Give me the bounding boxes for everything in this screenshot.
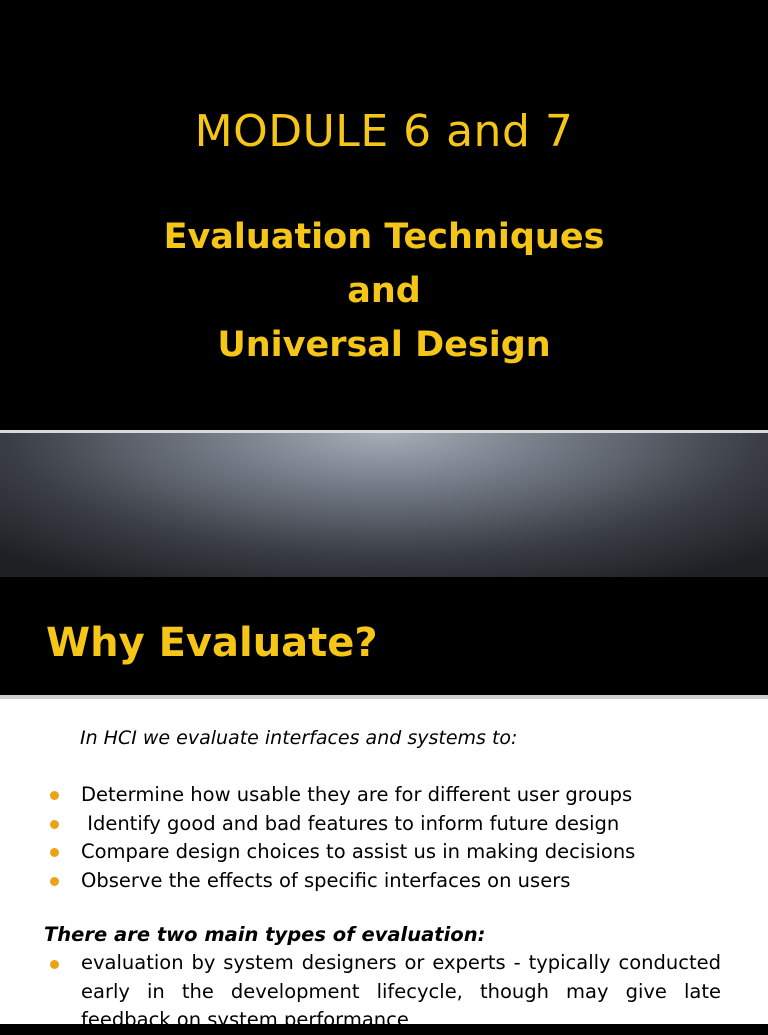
list-item xyxy=(0,810,768,839)
bullet-text: Identify good and bad features to inform future design xyxy=(81,811,620,835)
slide-title: MODULE 6 and 7 xyxy=(194,106,574,157)
bullet-icon xyxy=(50,820,59,829)
bullet-list xyxy=(0,781,768,895)
bullet-text: Compare design choices to assist us in making decisions xyxy=(81,840,636,863)
subtitle-line: Evaluation Techniques xyxy=(163,217,605,257)
bullet-text: Observe the effects of specific interfaces on users xyxy=(81,868,571,892)
slide-subtitle xyxy=(0,210,768,372)
title-slide xyxy=(0,0,768,430)
list-item xyxy=(0,867,768,896)
subtitle-line: and xyxy=(347,271,421,311)
section-title: Why Evaluate? xyxy=(46,620,378,666)
bullet-icon xyxy=(50,791,59,800)
gradient-band xyxy=(0,433,768,577)
intro-text: In HCI we evaluate interfaces and systems to: xyxy=(80,727,518,749)
list-item xyxy=(0,781,768,810)
bullet-icon xyxy=(50,877,59,886)
bullet-icon xyxy=(50,960,59,969)
bullet-icon xyxy=(50,848,59,857)
list-item xyxy=(0,838,768,867)
bullet-text: evaluation by system designers or experts - typically conducted early in the development lifecycle, though may give late feedback on system performance xyxy=(81,951,721,1031)
subtitle-line: Universal Design xyxy=(217,325,551,365)
bullet-text: Determine how usable they are for different user groups xyxy=(81,783,633,806)
types-heading: There are two main types of evaluation: xyxy=(44,923,486,946)
slide-content xyxy=(0,699,768,1031)
